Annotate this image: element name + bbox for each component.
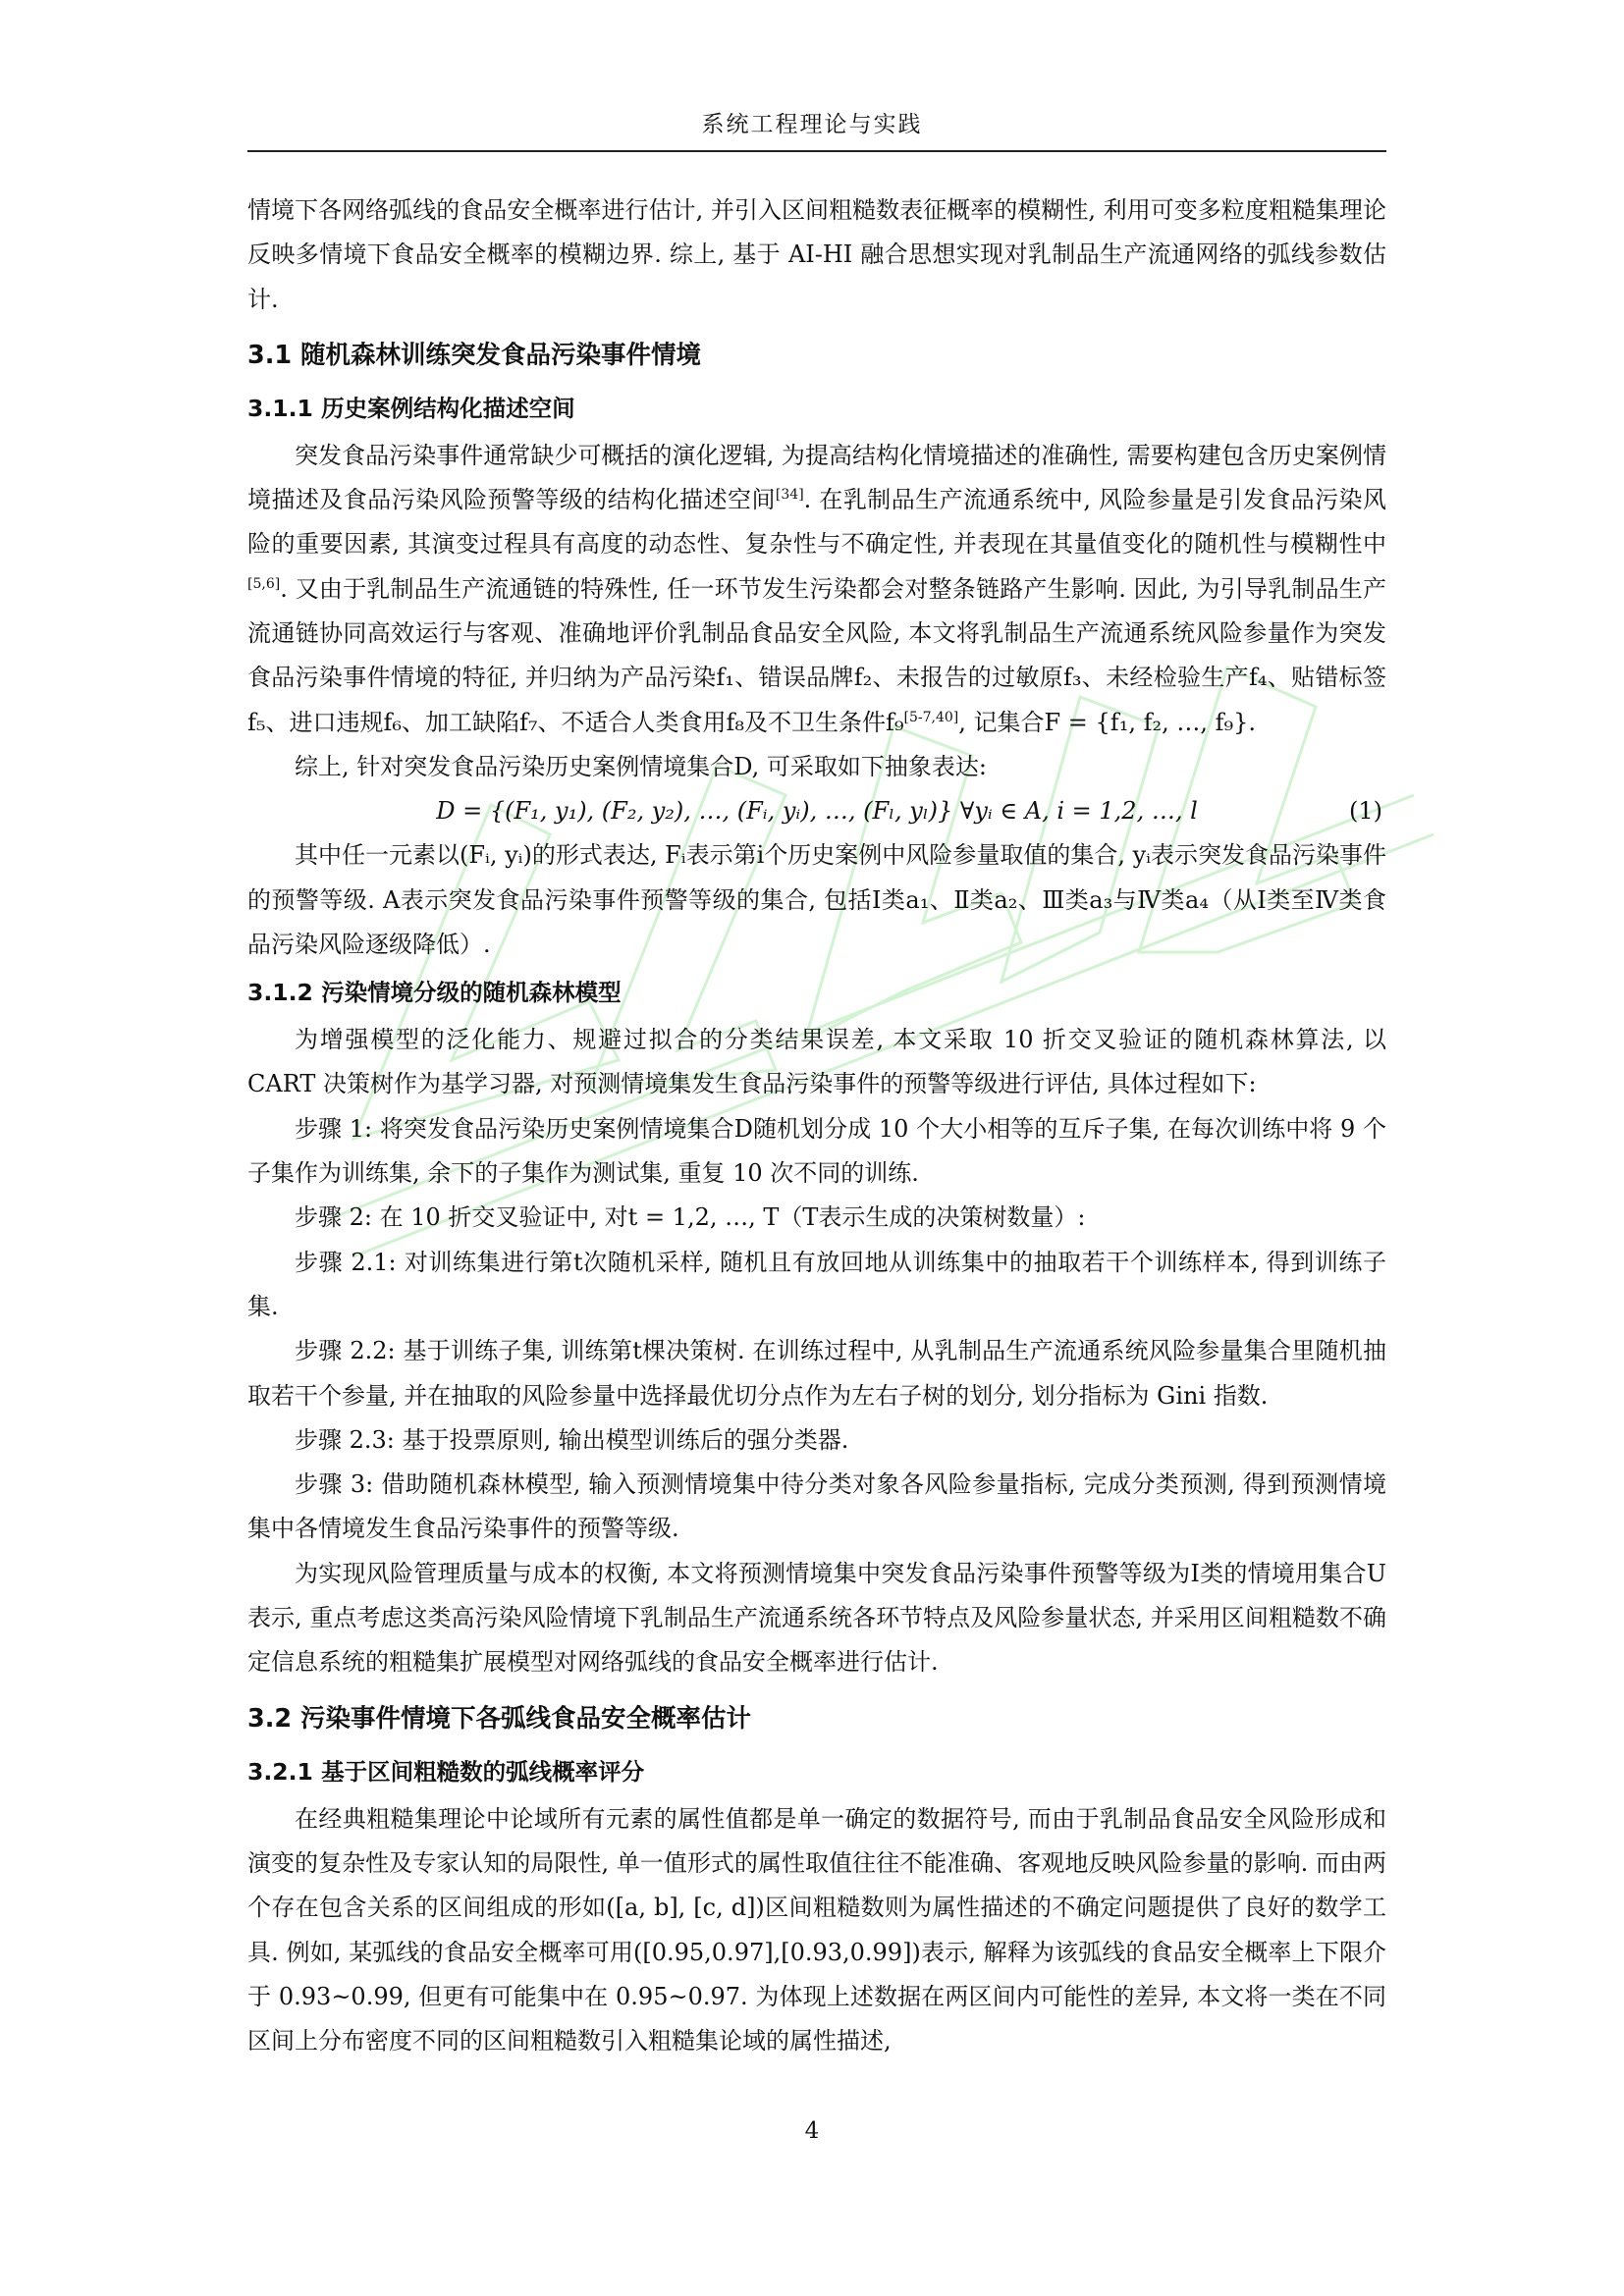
section-heading-3-2: 3.2 污染事件情境下各弧线食品安全概率估计 [247, 1703, 752, 1734]
equation-body: D = {(F₁, y₁), (F₂, y₂), …, (Fᵢ, yᵢ), …, (Fₗ, yₗ)} ∀yᵢ ∈ A, i = 1,2, …, l [436, 797, 1198, 826]
paragraph-text: . 在乳制品生产流通系统中, 风险参量是引发食品污染风险的重要因素, 其演变过程具有高度的动态性、复杂性与不确定性, 并表现在其量值变化的随机性与模糊性中 [247, 486, 1387, 559]
equation-number: (1) [1349, 797, 1382, 826]
paragraph-step-3: 步骤 3: 借助随机森林模型, 输入预测情境集中待分类对象各风险参量指标, 完成分类预测, 得到预测情境集中各情境发生食品污染事件的预警等级. [247, 1470, 1386, 1543]
paragraph-step-2: 步骤 2: 在 10 折交叉验证中, 对t = 1,2, …, T（T表示生成的决策树数量）: [295, 1203, 1086, 1232]
main-body [247, 188, 1386, 2063]
subsection-heading-3-2-1: 3.2.1 基于区间粗糙数的弧线概率评分 [247, 1757, 645, 1786]
subsection-heading-3-1-1: 3.1.1 历史案例结构化描述空间 [247, 394, 575, 422]
paragraph-step-2-2: 步骤 2.2: 基于训练子集, 训练第t棵决策树. 在训练过程中, 从乳制品生产流通系统风险参量集合里随机抽取若干个参量, 并在抽取的风险参量中选择最优切分点作为左右子树的划分, 划分指标为 Gini 指数. [247, 1337, 1386, 1410]
running-head: 系统工程理论与实践 [701, 112, 923, 137]
paragraph-step-2-3: 步骤 2.3: 基于投票原则, 输出模型训练后的强分类器. [295, 1425, 849, 1454]
paragraph-step-2-1: 步骤 2.1: 对训练集进行第t次随机采样, 随机且有放回地从训练集中的抽取若干个训练样本, 得到训练子集. [247, 1248, 1386, 1320]
paragraph-element-definition: 其中任一元素以(Fᵢ, yᵢ)的形式表达, Fᵢ表示第i个历史案例中风险参量取值的集合, yᵢ表示突发食品污染事件的预警等级. A表示突发食品污染事件预警等级的集合, 包括Ⅰ类a₁、Ⅱ类a₂、Ⅲ类a₃与Ⅳ类a₄（从Ⅰ类至Ⅳ类食品污染风险逐级降低）. [247, 841, 1386, 958]
section-heading-3-1: 3.1 随机森林训练突发食品污染事件情境 [247, 340, 702, 370]
paragraph-risk-tradeoff: 为实现风险管理质量与成本的权衡, 本文将预测情境集中突发食品污染事件预警等级为Ⅰ类的情境用集合U表示, 重点考虑这类高污染风险情境下乳制品生产流通系统各环节特点及风险参量状态, 并采用区间粗糙数不确定信息系统的粗糙集扩展模型对网络弧线的食品安全概率进行估计. [247, 1559, 1386, 1677]
paragraph-text: . 又由于乳制品生产流通链的特殊性, 任一环节发生污染都会对整条链路产生影响. 因此, 为引导乳制品生产流通链协同高效运行与客观、准确地评价乳制品食品安全风险, 本文将乳制品生产流通系统风险参量作为突发食品污染事件情境的特征, 并归纳为产品污染f₁、错误品牌f₂、未报告的过敏原f₃、未经检验生产f₄、贴错标签f₅、进口违规f₆、加工缺陷f₇、不适合人类食用f₈及不卫生条件f₉ [247, 574, 1386, 736]
paragraph-abstract-expression: 综上, 针对突发食品污染历史案例情境集合D, 可采取如下抽象表达: [295, 752, 987, 780]
paragraph-text: , 记集合F = {f₁, f₂, …, f₉}. [958, 708, 1256, 736]
paragraph-structured-space [247, 434, 1386, 745]
citation[interactable]: [5-7,40] [903, 709, 959, 725]
paragraph-text: 突发食品污染事件通常缺少可概括的演化逻辑, 为提高结构化情境描述的准确性, 需要构建包含历史案例情境描述及食品污染风险预警等级的结构化描述空间 [247, 441, 1386, 514]
equation-1 [247, 789, 1386, 833]
page-number: 4 [804, 2118, 820, 2144]
citation[interactable]: [34] [775, 487, 804, 504]
paragraph-random-forest: 为增强模型的泛化能力、规避过拟合的分类结果误差, 本文采取 10 折交叉验证的随机森林算法, 以 CART 决策树作为基学习器, 对预测情境集发生食品污染事件的预警等级进行评估, 具体过程如下: [247, 1026, 1386, 1098]
header-rule [247, 150, 1386, 152]
subsection-heading-3-1-2: 3.1.2 污染情境分级的随机森林模型 [247, 979, 622, 1007]
paragraph-step-1: 步骤 1: 将突发食品污染历史案例情境集合D随机划分成 10 个大小相等的互斥子集, 在每次训练中将 9 个子集作为训练集, 余下的子集作为测试集, 重复 10 次不同的训练. [247, 1114, 1386, 1188]
citation[interactable]: [5,6] [247, 575, 281, 592]
paragraph-rough-numbers: 在经典粗糙集理论中论域所有元素的属性值都是单一确定的数据符号, 而由于乳制品食品安全风险形成和演变的复杂性及专家认知的局限性, 单一值形式的属性取值往往不能准确、客观地反映风险参量的影响. 而由两个存在包含关系的区间组成的形如([a, b], [c, d])区间粗糙数则为属性描述的不确定问题提供了良好的数学工具. 例如, 某弧线的食品安全概率可用([0.95,0.97],[0.93,0.99])表示, 解释为该弧线的食品安全概率上下限介于 0.93~0.99, 但更有可能集中在 0.95~0.97. 为体现上述数据在两区间内可能性的差异, 本文将一类在不同区间上分布密度不同的区间粗糙数引入粗糙集论域的属性描述, [247, 1804, 1386, 2056]
paragraph-intro: 情境下各网络弧线的食品安全概率进行估计, 并引入区间粗糙数表征概率的模糊性, 利用可变多粒度粗糙集理论反映多情境下食品安全概率的模糊边界. 综上, 基于 AI-HI 融合思想实现对乳制品生产流通网络的弧线参数估计. [247, 196, 1386, 313]
